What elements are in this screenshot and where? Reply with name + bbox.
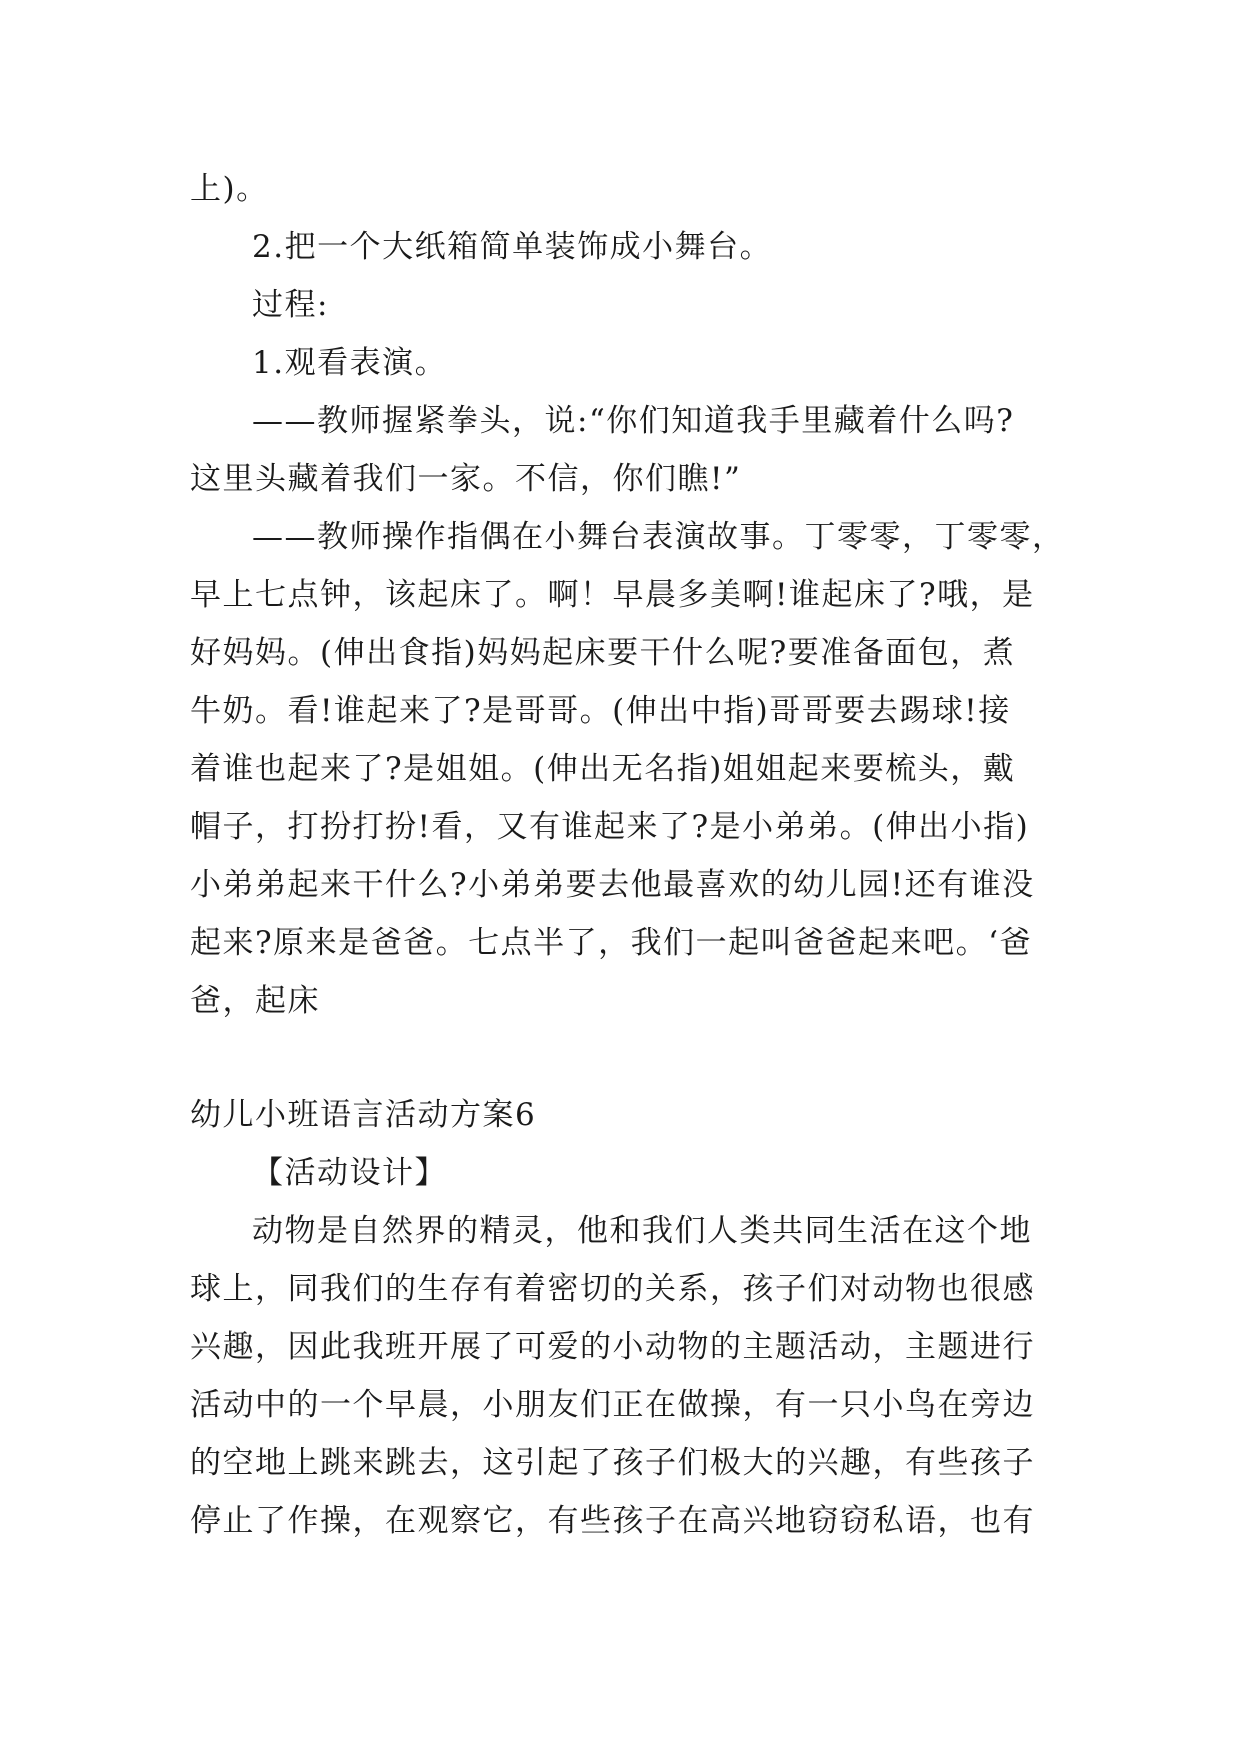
text-line: 1.观看表演。 [252, 345, 448, 381]
text-line: 帽子，打扮打扮!看，又有谁起来了?是小弟弟。(伸出小指) [190, 809, 1030, 845]
text-line: ——教师握紧拳头，说:“你们知道我手里藏着什么吗? [252, 403, 1015, 439]
text-line: 起来?原来是爸爸。七点半了，我们一起叫爸爸起来吧。‘爸 [190, 925, 1032, 961]
text-line: 的空地上跳来跳去，这引起了孩子们极大的兴趣，有些孩子 [190, 1445, 1035, 1481]
text-line: 动物是自然界的精灵，他和我们人类共同生活在这个地 [252, 1213, 1032, 1249]
text-line: 这里头藏着我们一家。不信，你们瞧!” [190, 461, 742, 497]
section-title: 幼儿小班语言活动方案6 [190, 1097, 537, 1133]
text-line: 停止了作操，在观察它，有些孩子在高兴地窃窃私语，也有 [190, 1503, 1035, 1539]
text-line: 爸，起床 [190, 983, 320, 1019]
section-subtitle: 【活动设计】 [252, 1155, 447, 1191]
text-line: 过程: [252, 287, 329, 323]
text-line: 早上七点钟，该起床了。啊！早晨多美啊!谁起床了?哦，是 [190, 577, 1035, 613]
text-line: 着谁也起来了?是姐姐。(伸出无名指)姐姐起来要梳头，戴 [190, 751, 1016, 787]
text-line: 小弟弟起来干什么?小弟弟要去他最喜欢的幼儿园!还有谁没 [190, 867, 1035, 903]
text-line: 兴趣，因此我班开展了可爱的小动物的主题活动，主题进行 [190, 1329, 1035, 1365]
text-line: 活动中的一个早晨，小朋友们正在做操，有一只小鸟在旁边 [190, 1387, 1035, 1423]
text-line: ——教师操作指偶在小舞台表演故事。丁零零，丁零零， [252, 519, 1065, 555]
text-line: 球上，同我们的生存有着密切的关系，孩子们对动物也很感 [190, 1271, 1035, 1307]
text-line: 2.把一个大纸箱简单装饰成小舞台。 [252, 229, 773, 265]
text-line: 上)。 [190, 171, 269, 207]
text-line: 牛奶。看!谁起来了?是哥哥。(伸出中指)哥哥要去踢球!接 [190, 693, 1011, 729]
document-page [190, 160, 1070, 1550]
text-line: 好妈妈。(伸出食指)妈妈起床要干什么呢?要准备面包，煮 [190, 635, 1016, 671]
